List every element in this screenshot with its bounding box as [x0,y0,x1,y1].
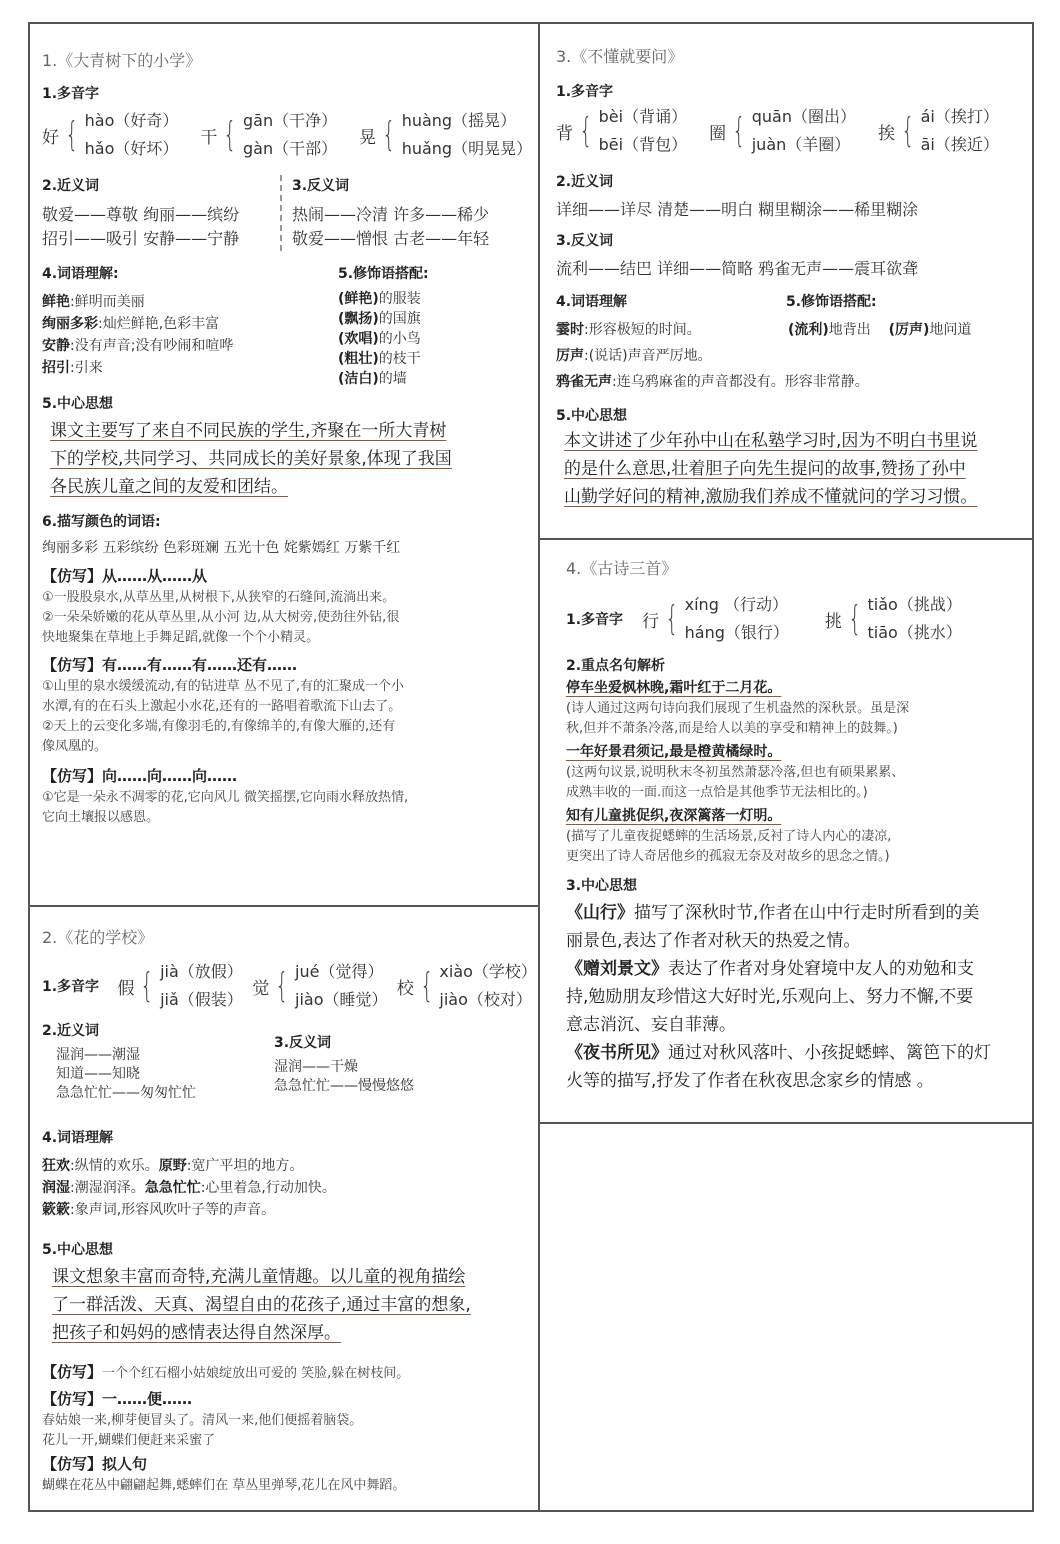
lesson2-syn-ant-row [42,1020,532,1103]
poem-summary: 《夜书所见》通过对秋风落叶、小孩捉蟋蟀、篱笆下的灯 [566,1043,991,1063]
lesson2-main-text: 课文想象丰富而奇特,充满儿童情趣。以儿童的视角描绘 了一群活泼、天真、渴望自由的花孩子,通过丰富的想象, 把孩子和妈妈的感情表达得自然深厚。 [52,1267,471,1343]
antonym-line: 热闹——冷清 许多——稀少 [292,205,490,224]
lesson1-color-words: 绚丽多彩 五彩缤纷 色彩斑斓 五光十色 姹紫嫣红 万紫千红 [42,540,401,556]
antonym-line: 湿润——干燥 [274,1059,358,1075]
lesson4-main-heading: 3.中心思想 [566,878,638,894]
lesson1-modifier-heading: 5.修饰语搭配: [338,266,429,282]
lesson2-section [42,925,537,1496]
polyphone-entry: 挨 { ái（挨打） āi（挨近） [877,107,999,154]
lesson1-imitation-2-title: 【仿写】有……有……有……还有…… [42,656,298,674]
row-divider-right-2 [539,1122,1034,1124]
lesson4-section [566,556,1028,1095]
lesson2-main-heading: 5.中心思想 [42,1242,114,1258]
polyphone-entry: 校 { xiào（学校） jiào（校对） [396,962,537,1009]
lesson1-title: 1.《大青树下的小学》 [42,51,202,70]
word-item: 厉声:(说话)声音严厉地。 [556,348,712,364]
lesson2-synonym-block [42,1020,274,1103]
synonym-line: 知道——知晓 [56,1066,140,1082]
lesson2-polyphone-heading: 1.多音字 [42,979,100,995]
antonym-line: 敬爱——憎恨 古老——年轻 [292,229,490,248]
lesson4-title: 4.《古诗三首》 [566,559,678,578]
lesson3-modifier-heading: 5.修饰语搭配: [786,294,877,310]
synonym-line: 招引——吸引 安静——宁静 [42,229,240,248]
lesson2-polyphone-row [42,958,537,1014]
modifier-item: (飘扬)的国旗 [338,311,421,327]
poem-summary: 《山行》描写了深秋时节,作者在山中行走时所看到的美 [566,903,980,923]
polyphone-entry: 假 { jià（放假） jiǎ（假装） [117,962,243,1009]
polyphone-entry: 背 { bèi（背诵） bēi（背包） [556,107,688,154]
word-item: 狂欢:纵情的欢乐。原野:宽广平坦的地方。 [42,1158,304,1174]
synonym-line: 湿润——潮湿 [56,1047,140,1063]
lesson2-antonym-heading: 3.反义词 [274,1035,332,1051]
lesson1-words-block [42,263,338,389]
lesson2-words-heading: 4.词语理解 [42,1130,114,1146]
lesson1-words-mod-row [42,263,532,389]
row-divider-left [28,905,539,907]
lesson1-section [42,48,532,828]
polyphone-entry: 行 { xíng （行动） háng（银行） [642,595,789,642]
lesson2-synonym-heading: 2.近义词 [42,1023,100,1039]
lesson3-title: 3.《不懂就要问》 [556,47,684,66]
lesson1-syn-ant-row [42,175,532,251]
lesson1-color-heading: 6.描写颜色的词语: [42,514,161,530]
lesson3-section [556,44,1026,511]
word-item: 招引:引来 [42,360,103,376]
lesson1-polyphone-group [42,107,532,163]
column-divider [538,22,540,1512]
modifier-item: (鲜艳)的服装 [338,291,421,307]
lesson4-lines-heading: 2.重点名句解析 [566,658,666,674]
lesson1-imitation-1-title: 【仿写】从……从……从 [42,567,208,585]
lesson1-antonym-block [282,175,489,251]
row-divider-right-1 [539,538,1034,540]
lesson3-main-text: 本文讲述了少年孙中山在私塾学习时,因为不明白书里说 的是什么意思,壮着胆子向先生提问的故事,赞扬了孙中 山勤学好问的精神,激励我们养成不懂就问的学习习惯。 [564,431,978,507]
antonym-line: 急急忙忙——慢慢悠悠 [274,1078,414,1094]
lesson4-polyphone-row [566,591,1028,647]
polyphone-entry: 圈 { quān（圈出） juàn（羊圈） [709,107,856,154]
lesson1-main-text: 课文主要写了来自不同民族的学生,齐聚在一所大青树 下的学校,共同学习、共同成长的美好景象,体现了我国 各民族儿童之间的友爱和团结。 [50,421,452,497]
modifier-item: (洁白)的墙 [338,371,407,387]
polyphone-entry: 晃 { huàng（摇晃） huǎng（明晃晃） [359,111,533,158]
lesson3-antonym-heading: 3.反义词 [556,233,614,249]
word-item: 鸦雀无声:连乌鸦麻雀的声音都没有。形容非常静。 [556,374,869,390]
poem-line: 停车坐爱枫林晚,霜叶红于二月花。 [566,680,782,696]
lesson1-modifier-block [338,263,429,389]
polyphone-entry: 觉 { jué（觉得） jiào（睡觉） [252,962,388,1009]
word-item: 簌簌:象声词,形容风吹叶子等的声音。 [42,1202,276,1218]
lesson4-main-text: 《山行》描写了深秋时节,作者在山中行走时所看到的美 丽景色,表达了作者对秋天的热爱之情。 《赠刘景文》表达了作者对身处窘境中友人的劝勉和支 持,勉励朋友珍惜这大好时光,乐观向上、努力不懈,不要 意志消沉、妄自菲薄。 《夜书所见》通过对秋风落叶、小孩捉蟋蟀、篱笆下的灯 火等的描写,抒发了作者在秋夜思念家乡的情感 。 [566,899,1028,1095]
lesson2-title: 2.《花的学校》 [42,928,154,947]
lesson3-polyphone-heading: 1.多音字 [556,84,614,100]
lesson2-imitation-1: 【仿写】一个个红石榴小姑娘绽放出可爱的 笑脸,躲在树枝间。 [42,1363,410,1381]
lesson4-polyphone-group [642,591,962,647]
word-item: 霎时:形容极短的时间。 [556,322,701,338]
lesson3-main-heading: 5.中心思想 [556,408,628,424]
lesson4-polyphone-heading: 1.多音字 [566,612,624,628]
lesson1-words-heading: 4.词语理解: [42,266,119,282]
poem-line: 一年好景君须记,最是橙黄橘绿时。 [566,744,782,760]
lesson2-antonym-block [274,1020,414,1103]
lesson4-lines: 停车坐爱枫林晚,霜叶红于二月花。 (诗人通过这两句诗向我们展现了生机盎然的深秋景。虽是深 秋,但并不萧条冷落,而是给人以美的享受和精神上的鼓舞。) 一年好景君须记,最是橙黄橘绿时。 (这两句议景,说明秋末冬初虽然萧瑟冷落,但也有硕果累累、 成熟丰收的一面.而这一点恰是其他季节无法相比的。) 知有儿童挑促织,夜深篱落一灯明。 (描写了儿童夜捉蟋蟀的生活场景,反衬了诗人内心的凄凉, 更突出了诗人奇居他乡的孤寂无奈及对故乡的思念之情。) [566,677,1028,867]
modifier-item: (流利)地背出 (厉声)地问道 [788,322,972,338]
lesson1-imitation-3: ①它是一朵永不凋零的花,它向风儿 微笑摇摆,它向雨水释放热情, 它向土壤报以感恩。 [42,790,409,825]
lesson3-synonyms: 详细——详尽 清楚——明白 糊里糊涂——稀里糊涂 [556,200,919,219]
lesson2-imitation-2: 春姑娘一来,柳芽便冒头了。清风一来,他们便摇着脑袋。 花儿一开,蝴蝶们便赶来采蜜了 [42,1413,363,1448]
lesson3-polyphone-group [556,103,1026,159]
poem-line: 知有儿童挑促织,夜深篱落一灯明。 [566,808,782,824]
synonym-line: 急急忙忙——匆匆忙忙 [56,1085,196,1101]
lesson1-imitation-2: ①山里的泉水缓缓流动,有的钻进草 丛不见了,有的汇聚成一个小 水潭,有的在石头上激起小水花,还有的一路唱着歌流下山去了。 ②天上的云变化多端,有像羽毛的,有像绵羊的,有像大雁的,还有 像凤凰的。 [42,679,405,754]
polyphone-entry: 好 { hào（好奇） hǎo（好坏） [42,111,179,158]
lesson1-main-heading: 5.中心思想 [42,396,114,412]
word-item: 绚丽多彩:灿烂鲜艳,色彩丰富 [42,316,220,332]
lesson1-antonym-heading: 3.反义词 [292,178,350,194]
lesson3-antonyms: 流利——结巴 详细——简略 鸦雀无声——震耳欲聋 [556,259,919,278]
word-item: 安静:没有声音;没有吵闹和喧哗 [42,338,234,354]
lesson3-words-heading: 4.词语理解 [556,294,628,310]
modifier-item: (粗壮)的枝干 [338,351,421,367]
lesson3-synonym-heading: 2.近义词 [556,174,614,190]
poem-summary: 《赠刘景文》表达了作者对身处窘境中友人的劝勉和支 [566,959,974,979]
synonym-line: 敬爱——尊敬 绚丽——缤纷 [42,205,240,224]
word-item: 润湿:潮湿润泽。急急忙忙:心里着急,行动加快。 [42,1180,336,1196]
polyphone-entry: 挑 { tiǎo（挑战） tiāo（挑水） [824,595,962,642]
word-item: 鲜艳:鲜明而美丽 [42,294,145,310]
lesson1-synonym-heading: 2.近义词 [42,178,100,194]
lesson1-imitation-3-title: 【仿写】向……向……向…… [42,767,238,785]
lesson2-imitation-3-title: 【仿写】拟人句 [42,1455,148,1473]
modifier-item: (欢唱)的小鸟 [338,331,421,347]
polyphone-entry: 干 { gān（干净） gàn（干部） [200,111,338,158]
lesson1-synonym-block [42,175,282,251]
lesson3-words-mod-row [556,319,1026,341]
lesson2-words [42,1155,532,1221]
lesson2-imitation-2-title: 【仿写】一……便…… [42,1390,193,1408]
lesson3-headings-row [556,291,1026,311]
lesson2-imitation-3: 蝴蝶在花丛中翩翩起舞,蟋蟀们在 草丛里弹琴,花儿在风中舞蹈。 [42,1478,406,1493]
lesson1-polyphone-heading: 1.多音字 [42,86,100,102]
lesson1-imitation-1: ①一股股泉水,从草丛里,从树根下,从狭窄的石缝间,流淌出来。 ②一朵朵娇嫩的花从草丛里,从小河 边,从大树旁,使劲往外钻,很 快地聚集在草地上手舞足蹈,就像一个个小精灵。 [42,590,400,645]
lesson2-polyphone-group [117,958,537,1014]
